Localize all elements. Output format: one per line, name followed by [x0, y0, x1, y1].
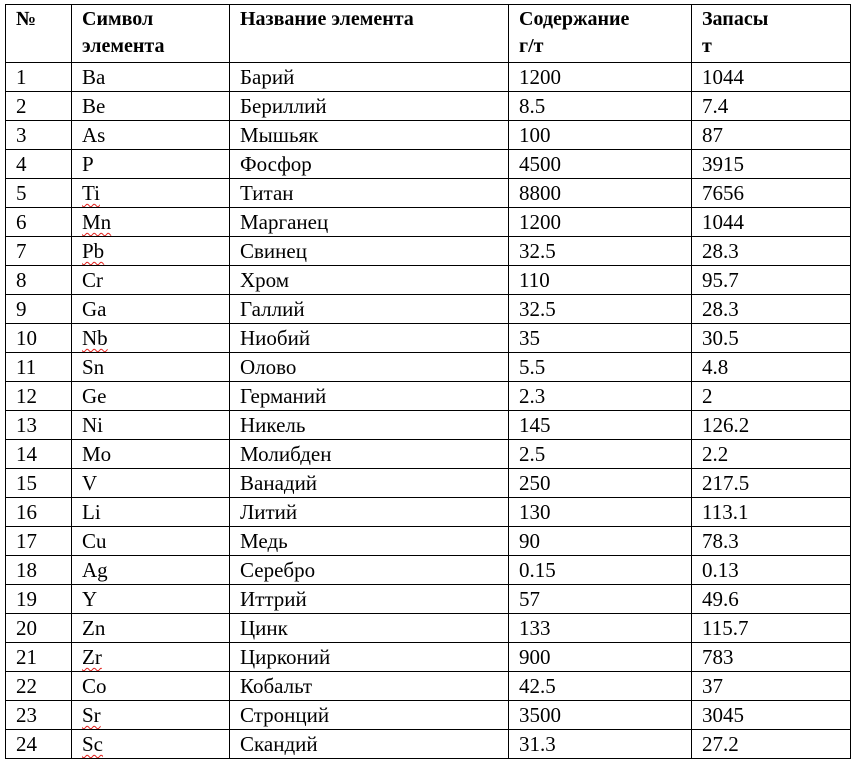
table-row — [6, 411, 851, 440]
cell-element-name-text: Ниобий — [240, 326, 311, 350]
cell-reserves — [692, 92, 851, 121]
cell-content — [509, 614, 692, 643]
cell-number-text: 22 — [16, 674, 37, 698]
header-number-label: № — [16, 8, 37, 30]
cell-reserves-text: 2.2 — [702, 442, 729, 466]
cell-reserves — [692, 237, 851, 266]
cell-content — [509, 585, 692, 614]
table-row — [6, 150, 851, 179]
cell-content-text: 1200 — [519, 65, 561, 89]
header-content-unit: г/т — [519, 35, 544, 57]
cell-content-text: 90 — [519, 529, 540, 553]
cell-reserves — [692, 353, 851, 382]
cell-number-text: 7 — [16, 239, 27, 263]
cell-reserves-text: 78.3 — [702, 529, 739, 553]
cell-number-text: 14 — [16, 442, 37, 466]
cell-content — [509, 121, 692, 150]
cell-symbol-text-spellcheck-flagged: Sc — [82, 732, 103, 756]
cell-content — [509, 527, 692, 556]
cell-symbol — [72, 643, 230, 672]
cell-number-text: 16 — [16, 500, 37, 524]
cell-symbol-text: Ni — [82, 413, 103, 437]
cell-content-text: 133 — [519, 616, 551, 640]
cell-content — [509, 701, 692, 730]
cell-number — [6, 556, 72, 585]
cell-content-text: 57 — [519, 587, 540, 611]
cell-content-text: 250 — [519, 471, 551, 495]
cell-element-name — [230, 440, 509, 469]
cell-content — [509, 324, 692, 353]
cell-number — [6, 295, 72, 324]
cell-element-name — [230, 469, 509, 498]
cell-symbol-text-spellcheck-flagged: Zr — [82, 645, 102, 669]
table-row — [6, 585, 851, 614]
cell-element-name-text: Германий — [240, 384, 327, 408]
cell-symbol — [72, 324, 230, 353]
cell-content-text: 900 — [519, 645, 551, 669]
header-name-label: Название элемента — [240, 8, 414, 30]
table-row — [6, 208, 851, 237]
table-row — [6, 556, 851, 585]
table-row — [6, 701, 851, 730]
cell-element-name — [230, 614, 509, 643]
header-reserves-unit: т — [702, 35, 712, 57]
cell-content-text: 5.5 — [519, 355, 546, 379]
cell-number-text: 1 — [16, 65, 27, 89]
cell-content-text: 2.3 — [519, 384, 546, 408]
cell-symbol-text: Y — [82, 587, 98, 611]
cell-element-name-text: Цинк — [240, 616, 288, 640]
cell-element-name — [230, 121, 509, 150]
cell-element-name — [230, 643, 509, 672]
cell-number-text: 10 — [16, 326, 37, 350]
header-name — [230, 5, 509, 63]
cell-content — [509, 353, 692, 382]
cell-reserves — [692, 701, 851, 730]
cell-symbol-text: Ba — [82, 65, 106, 89]
cell-reserves-text: 37 — [702, 674, 723, 698]
cell-content — [509, 730, 692, 759]
cell-element-name-text: Галлий — [240, 297, 305, 321]
cell-content-text: 42.5 — [519, 674, 556, 698]
cell-number — [6, 469, 72, 498]
cell-symbol-text: Zn — [82, 616, 106, 640]
cell-element-name-text: Цирконий — [240, 645, 331, 669]
cell-symbol — [72, 266, 230, 295]
cell-symbol-text-spellcheck-flagged: Sr — [82, 703, 101, 727]
cell-content — [509, 92, 692, 121]
cell-symbol-text: Li — [82, 500, 101, 524]
table-row — [6, 295, 851, 324]
cell-content — [509, 411, 692, 440]
header-reserves-line1: Запасы — [702, 8, 769, 30]
cell-content-text: 32.5 — [519, 239, 556, 263]
cell-symbol-text: Co — [82, 674, 107, 698]
cell-content-text: 110 — [519, 268, 550, 292]
cell-element-name — [230, 179, 509, 208]
cell-number-text: 21 — [16, 645, 37, 669]
cell-element-name — [230, 556, 509, 585]
cell-number — [6, 498, 72, 527]
cell-number — [6, 121, 72, 150]
cell-element-name-text: Свинец — [240, 239, 307, 263]
table-row — [6, 440, 851, 469]
cell-content-text: 4500 — [519, 152, 561, 176]
cell-number-text: 20 — [16, 616, 37, 640]
header-number — [6, 5, 72, 63]
cell-content — [509, 63, 692, 92]
cell-element-name-text: Иттрий — [240, 587, 307, 611]
cell-reserves — [692, 556, 851, 585]
cell-element-name-text: Олово — [240, 355, 297, 379]
cell-symbol — [72, 411, 230, 440]
cell-content — [509, 237, 692, 266]
cell-number-text: 4 — [16, 152, 27, 176]
cell-reserves-text: 126.2 — [702, 413, 750, 437]
cell-number — [6, 701, 72, 730]
cell-symbol — [72, 701, 230, 730]
cell-content-text: 145 — [519, 413, 551, 437]
cell-content — [509, 179, 692, 208]
cell-element-name — [230, 208, 509, 237]
cell-number-text: 24 — [16, 732, 37, 756]
cell-reserves — [692, 614, 851, 643]
cell-number — [6, 150, 72, 179]
header-content-line1: Содержание — [519, 8, 630, 30]
header-content — [509, 5, 692, 63]
cell-reserves — [692, 266, 851, 295]
cell-reserves — [692, 324, 851, 353]
cell-content — [509, 556, 692, 585]
cell-symbol — [72, 498, 230, 527]
cell-reserves-text: 30.5 — [702, 326, 739, 350]
cell-symbol — [72, 92, 230, 121]
cell-element-name — [230, 150, 509, 179]
cell-element-name-text: Ванадий — [240, 471, 318, 495]
cell-reserves-text: 7.4 — [702, 94, 729, 118]
table-row — [6, 614, 851, 643]
cell-number — [6, 440, 72, 469]
cell-symbol — [72, 382, 230, 411]
cell-reserves — [692, 440, 851, 469]
cell-reserves-text: 27.2 — [702, 732, 739, 756]
cell-element-name — [230, 585, 509, 614]
cell-element-name — [230, 63, 509, 92]
cell-number — [6, 672, 72, 701]
cell-symbol-text-spellcheck-flagged: Pb — [82, 239, 105, 263]
cell-element-name — [230, 92, 509, 121]
cell-number — [6, 585, 72, 614]
table-row — [6, 324, 851, 353]
cell-number-text: 15 — [16, 471, 37, 495]
cell-number — [6, 92, 72, 121]
cell-reserves — [692, 730, 851, 759]
cell-reserves-text: 2 — [702, 384, 713, 408]
cell-symbol-text: Be — [82, 94, 106, 118]
cell-element-name — [230, 295, 509, 324]
cell-content — [509, 382, 692, 411]
cell-symbol — [72, 63, 230, 92]
cell-number-text: 5 — [16, 181, 27, 205]
cell-reserves-text: 217.5 — [702, 471, 750, 495]
cell-element-name — [230, 498, 509, 527]
cell-reserves-text: 3045 — [702, 703, 744, 727]
cell-symbol-text: As — [82, 123, 106, 147]
cell-reserves — [692, 527, 851, 556]
header-reserves — [692, 5, 851, 63]
cell-content-text: 100 — [519, 123, 551, 147]
cell-element-name-text: Барий — [240, 65, 295, 89]
cell-reserves — [692, 585, 851, 614]
cell-symbol-text: Ag — [82, 558, 108, 582]
cell-reserves — [692, 121, 851, 150]
cell-element-name-text: Скандий — [240, 732, 318, 756]
cell-symbol-text: Ge — [82, 384, 107, 408]
cell-content — [509, 266, 692, 295]
cell-reserves — [692, 498, 851, 527]
cell-element-name-text: Мышьяк — [240, 123, 319, 147]
cell-element-name — [230, 237, 509, 266]
cell-element-name — [230, 266, 509, 295]
table-row — [6, 92, 851, 121]
cell-reserves — [692, 295, 851, 324]
cell-content-text: 32.5 — [519, 297, 556, 321]
cell-reserves-text: 783 — [702, 645, 734, 669]
cell-number-text: 3 — [16, 123, 27, 147]
table-row — [6, 237, 851, 266]
cell-reserves-text: 87 — [702, 123, 723, 147]
cell-number — [6, 237, 72, 266]
cell-content-text: 0.15 — [519, 558, 556, 582]
table-row — [6, 179, 851, 208]
elements-table — [5, 4, 851, 759]
table-row — [6, 382, 851, 411]
cell-reserves-text: 113.1 — [702, 500, 749, 524]
cell-symbol — [72, 672, 230, 701]
header-row — [6, 5, 851, 63]
cell-number — [6, 353, 72, 382]
cell-content — [509, 208, 692, 237]
cell-symbol-text: P — [82, 152, 94, 176]
cell-symbol-text-spellcheck-flagged: Ti — [82, 181, 100, 205]
table-row — [6, 527, 851, 556]
cell-element-name-text: Стронций — [240, 703, 330, 727]
cell-content-text: 31.3 — [519, 732, 556, 756]
table-row — [6, 498, 851, 527]
cell-content — [509, 643, 692, 672]
cell-content — [509, 440, 692, 469]
cell-reserves-text: 95.7 — [702, 268, 739, 292]
header-symbol-line2: элемента — [82, 35, 165, 57]
cell-reserves-text: 4.8 — [702, 355, 729, 379]
cell-number — [6, 63, 72, 92]
cell-number-text: 11 — [16, 355, 37, 379]
cell-reserves-text: 28.3 — [702, 297, 739, 321]
cell-element-name — [230, 411, 509, 440]
cell-symbol — [72, 585, 230, 614]
cell-content-text: 3500 — [519, 703, 561, 727]
table-row — [6, 353, 851, 382]
cell-number — [6, 382, 72, 411]
cell-content-text: 2.5 — [519, 442, 546, 466]
cell-number-text: 8 — [16, 268, 27, 292]
cell-number-text: 13 — [16, 413, 37, 437]
cell-symbol-text: V — [82, 471, 98, 495]
cell-reserves — [692, 672, 851, 701]
header-symbol — [72, 5, 230, 63]
cell-content — [509, 672, 692, 701]
cell-element-name-text: Марганец — [240, 210, 329, 234]
cell-number — [6, 527, 72, 556]
cell-symbol — [72, 295, 230, 324]
cell-element-name — [230, 382, 509, 411]
header-symbol-line1: Символ — [82, 8, 154, 30]
cell-content-text: 8.5 — [519, 94, 546, 118]
cell-number-text: 17 — [16, 529, 37, 553]
cell-reserves — [692, 643, 851, 672]
cell-content-text: 35 — [519, 326, 540, 350]
cell-symbol — [72, 556, 230, 585]
cell-symbol — [72, 179, 230, 208]
table-row — [6, 643, 851, 672]
cell-number-text: 6 — [16, 210, 27, 234]
cell-symbol-text-spellcheck-flagged: Mn — [82, 210, 112, 234]
cell-symbol — [72, 208, 230, 237]
cell-element-name-text: Бериллий — [240, 94, 327, 118]
cell-symbol — [72, 730, 230, 759]
cell-reserves-text: 7656 — [702, 181, 744, 205]
cell-number — [6, 179, 72, 208]
cell-element-name-text: Молибден — [240, 442, 332, 466]
cell-number-text: 19 — [16, 587, 37, 611]
cell-element-name-text: Титан — [240, 181, 294, 205]
cell-element-name-text: Никель — [240, 413, 306, 437]
cell-element-name-text: Медь — [240, 529, 288, 553]
cell-reserves — [692, 411, 851, 440]
cell-number-text: 23 — [16, 703, 37, 727]
cell-element-name — [230, 730, 509, 759]
cell-symbol-text: Ga — [82, 297, 107, 321]
table-body — [6, 63, 851, 759]
table-row — [6, 469, 851, 498]
cell-content-text: 8800 — [519, 181, 561, 205]
cell-symbol — [72, 150, 230, 179]
cell-symbol-text: Sn — [82, 355, 105, 379]
cell-symbol — [72, 121, 230, 150]
cell-symbol-text-spellcheck-flagged: Nb — [82, 326, 108, 350]
cell-element-name — [230, 527, 509, 556]
cell-element-name-text: Хром — [240, 268, 290, 292]
cell-symbol — [72, 614, 230, 643]
table-row — [6, 672, 851, 701]
cell-element-name — [230, 701, 509, 730]
cell-number — [6, 643, 72, 672]
cell-reserves — [692, 208, 851, 237]
cell-number — [6, 730, 72, 759]
cell-reserves — [692, 469, 851, 498]
cell-element-name-text: Серебро — [240, 558, 316, 582]
cell-reserves — [692, 382, 851, 411]
cell-symbol — [72, 237, 230, 266]
cell-number — [6, 266, 72, 295]
table-row — [6, 730, 851, 759]
cell-symbol-text: Cr — [82, 268, 103, 292]
cell-symbol-text: Mo — [82, 442, 112, 466]
cell-symbol-text: Cu — [82, 529, 107, 553]
cell-reserves-text: 0.13 — [702, 558, 739, 582]
cell-element-name — [230, 324, 509, 353]
cell-number — [6, 411, 72, 440]
cell-symbol — [72, 440, 230, 469]
cell-content-text: 130 — [519, 500, 551, 524]
cell-content-text: 1200 — [519, 210, 561, 234]
cell-reserves — [692, 179, 851, 208]
cell-symbol — [72, 353, 230, 382]
cell-symbol — [72, 469, 230, 498]
cell-content — [509, 295, 692, 324]
cell-number — [6, 324, 72, 353]
cell-number-text: 9 — [16, 297, 27, 321]
cell-reserves-text: 115.7 — [702, 616, 749, 640]
cell-element-name-text: Фосфор — [240, 152, 312, 176]
cell-number-text: 2 — [16, 94, 27, 118]
table-header — [6, 5, 851, 63]
cell-number — [6, 614, 72, 643]
table-row — [6, 63, 851, 92]
cell-number-text: 12 — [16, 384, 37, 408]
cell-reserves-text: 3915 — [702, 152, 744, 176]
cell-element-name — [230, 672, 509, 701]
cell-symbol — [72, 527, 230, 556]
cell-content — [509, 150, 692, 179]
cell-element-name-text: Литий — [240, 500, 298, 524]
cell-reserves-text: 28.3 — [702, 239, 739, 263]
cell-number-text: 18 — [16, 558, 37, 582]
cell-number — [6, 208, 72, 237]
cell-element-name — [230, 353, 509, 382]
table-row — [6, 266, 851, 295]
cell-content — [509, 498, 692, 527]
table-row — [6, 121, 851, 150]
cell-reserves-text: 1044 — [702, 65, 744, 89]
cell-reserves — [692, 150, 851, 179]
cell-reserves-text: 1044 — [702, 210, 744, 234]
cell-content — [509, 469, 692, 498]
cell-element-name-text: Кобальт — [240, 674, 313, 698]
cell-reserves-text: 49.6 — [702, 587, 739, 611]
cell-reserves — [692, 63, 851, 92]
